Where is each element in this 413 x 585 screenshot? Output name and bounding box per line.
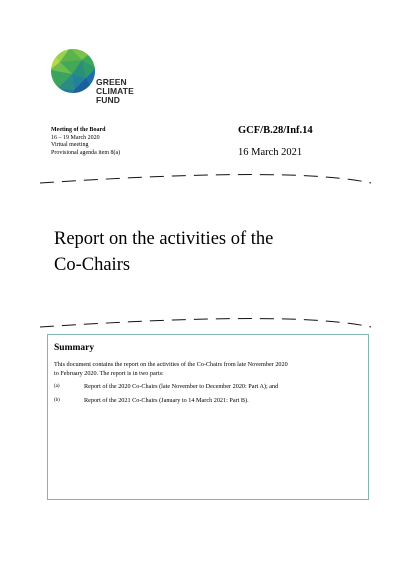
list-item-text: Report of the 2020 Co-Chairs (late November to December 2020: Part A); and — [84, 383, 279, 390]
list-marker: (a) — [54, 384, 60, 389]
title-line: Co-Chairs — [54, 255, 131, 275]
document-date: 16 March 2021 — [238, 147, 303, 158]
logo-line: FUND — [96, 95, 121, 105]
summary-intro — [54, 361, 362, 378]
list-item-text: Report of the 2021 Co-Chairs (January to 14 March 2021: Part B). — [84, 397, 249, 404]
divider-wave — [38, 316, 373, 330]
document-code: GCF/B.28/Inf.14 — [238, 125, 313, 136]
meeting-dates: 16 – 19 March 2020 — [51, 134, 100, 141]
summary-list-item — [54, 397, 362, 405]
summary-heading: Summary — [54, 343, 95, 353]
summary-intro-line: to February 2020. The report is in two parts: — [54, 369, 164, 377]
gcf-logo — [50, 48, 145, 110]
divider-wave — [38, 172, 373, 186]
title-line: Report on the activities of the — [54, 229, 274, 249]
meeting-info — [51, 127, 120, 157]
logo-line: CLIMATE — [96, 86, 134, 96]
logo-wordmark — [96, 78, 134, 105]
list-marker: (b) — [54, 398, 60, 403]
summary-box — [47, 334, 369, 500]
summary-list-item — [54, 383, 362, 391]
meeting-mode: Virtual meeting — [51, 142, 89, 148]
meeting-agenda: Provisional agenda item 8(a) — [51, 149, 121, 156]
meeting-heading: Meeting of the Board — [51, 127, 106, 133]
summary-intro-line: This document contains the report on the activities of the Co-Chairs from late November 2020 — [54, 361, 288, 368]
gcf-globe-icon — [50, 48, 96, 94]
logo-line: GREEN — [96, 77, 127, 87]
report-title — [54, 226, 354, 278]
